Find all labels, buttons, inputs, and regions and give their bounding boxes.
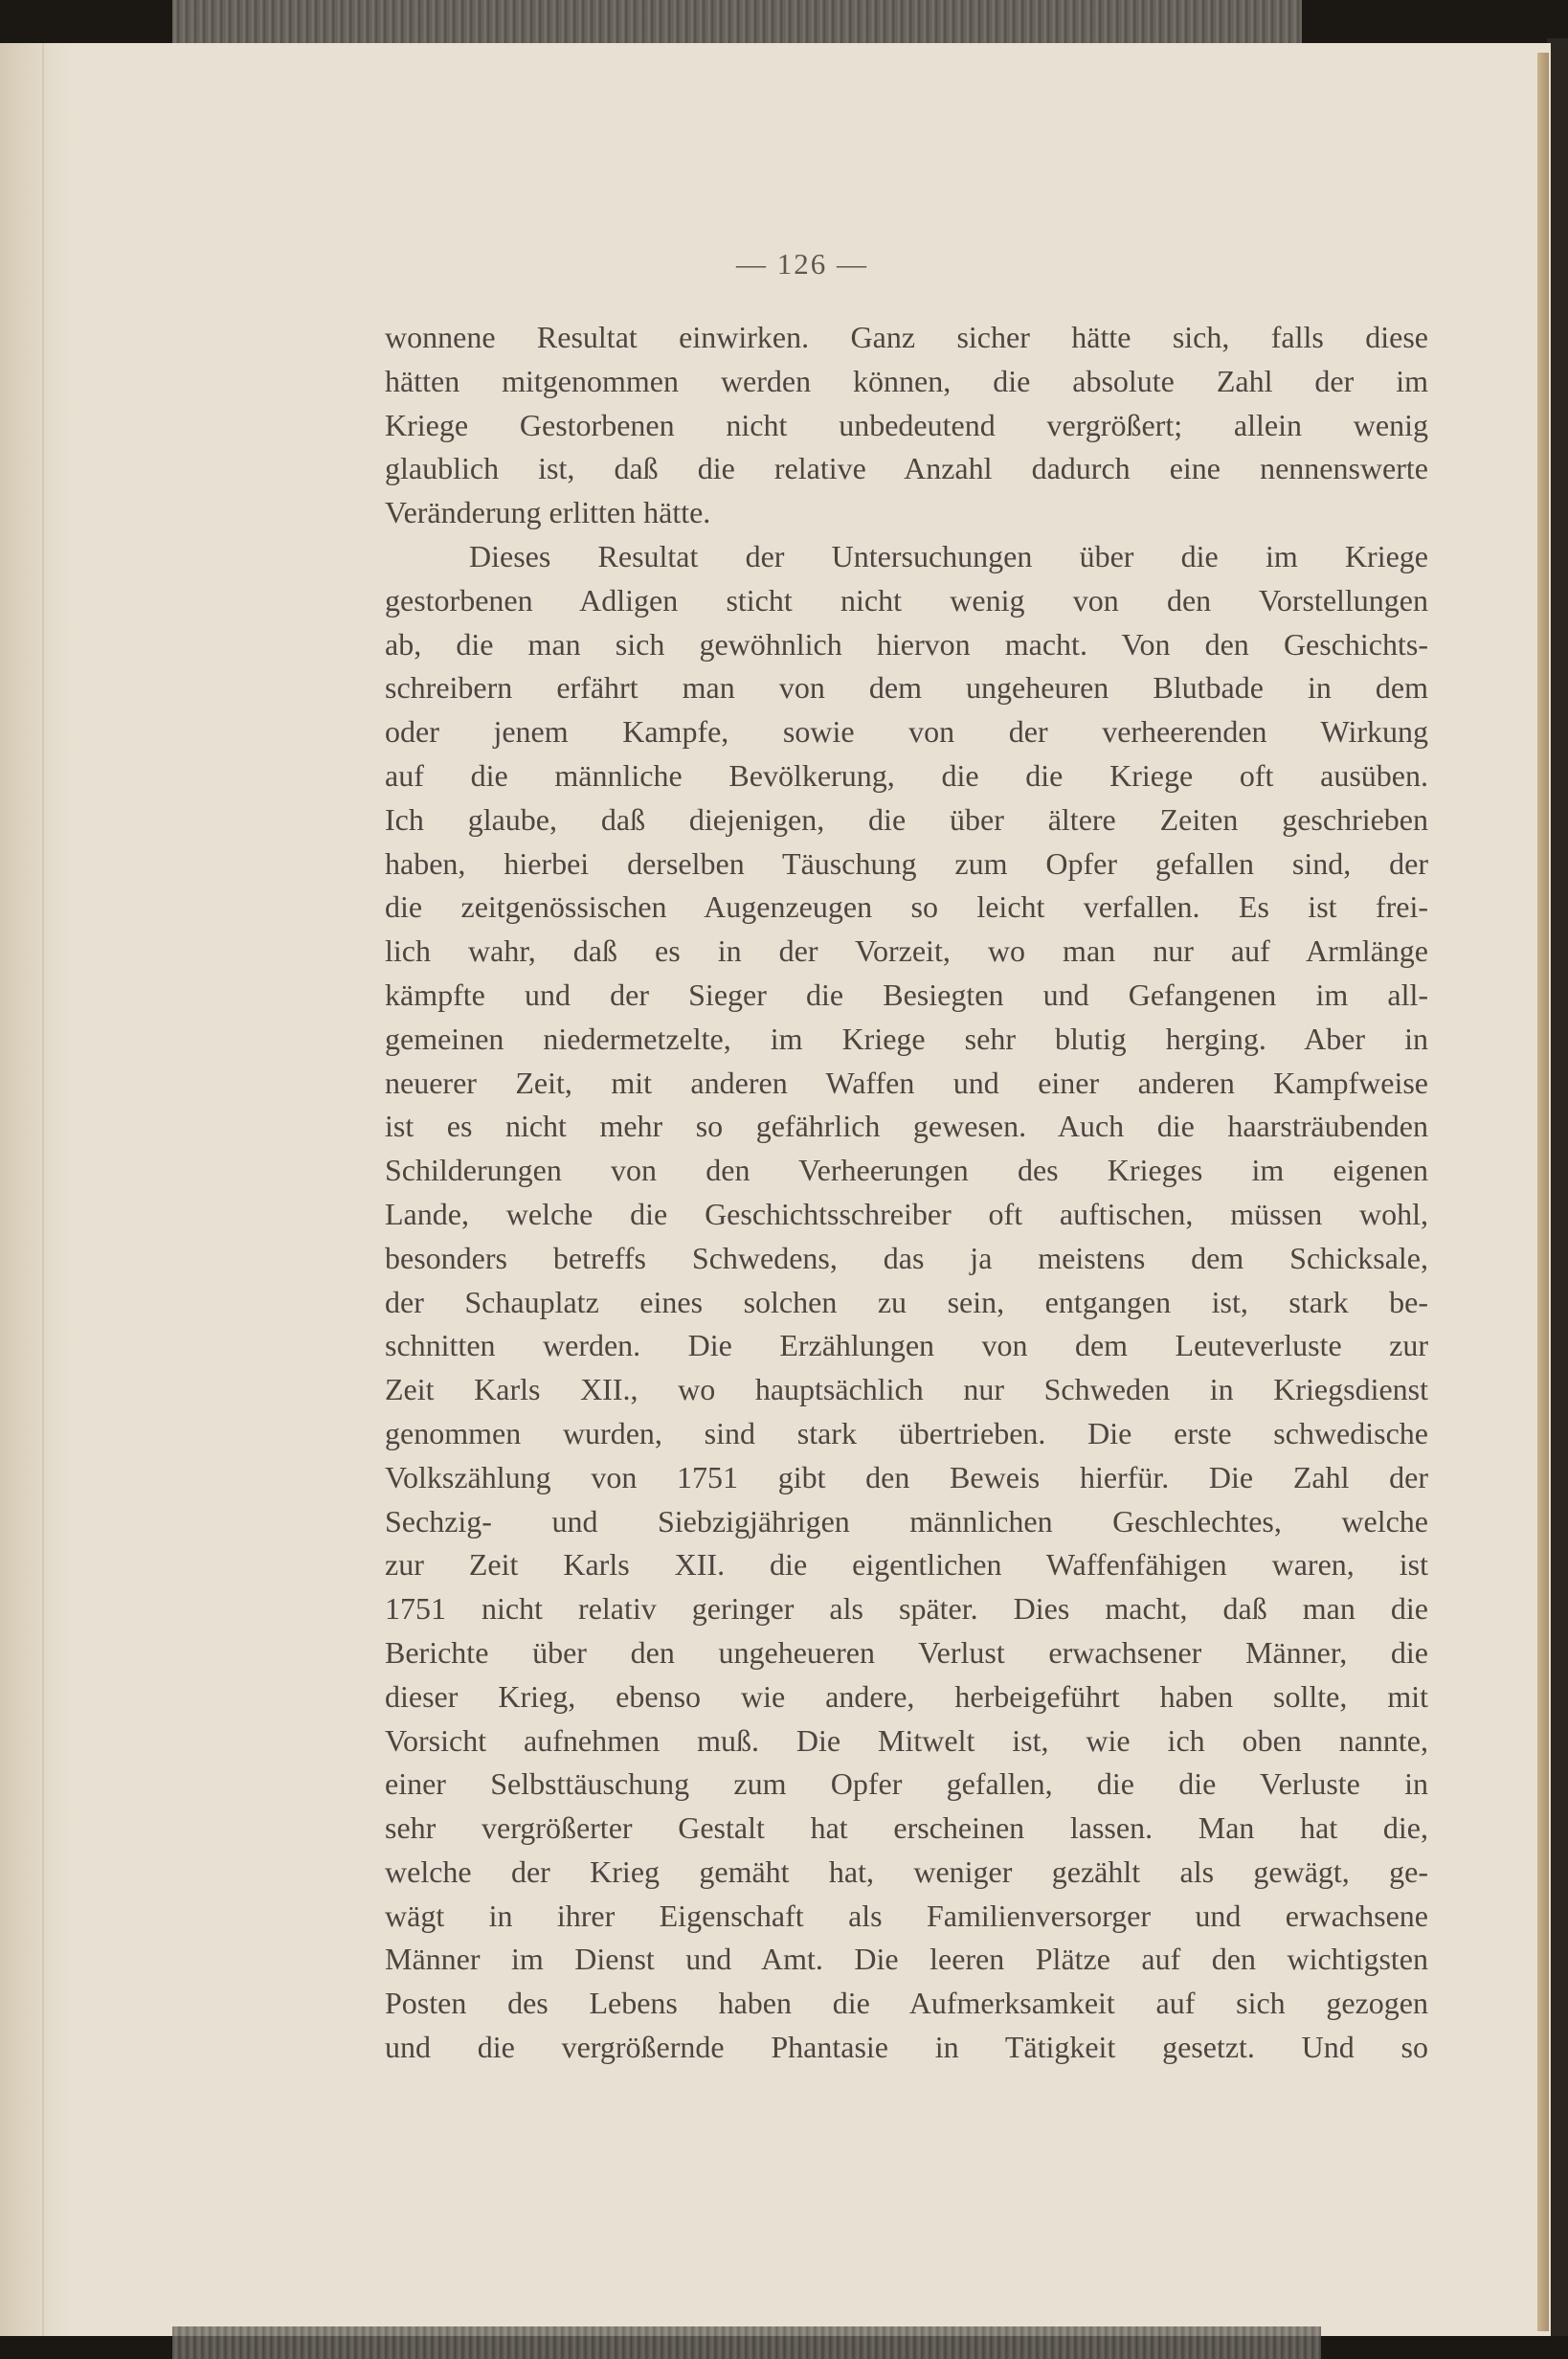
- page-number-label: — 126 —: [736, 247, 868, 281]
- text-line: neuerer Zeit, mit anderen Waffen und einer anderen Kampfweise: [385, 1065, 1428, 1100]
- text-line: dieser Krieg, ebenso wie andere, herbeigeführt haben sollte, mit: [385, 1678, 1428, 1714]
- text-line: Sechzig- und Siebzigjährigen männlichen Geschlechtes, welche: [385, 1503, 1428, 1539]
- text-line: einer Selbsttäuschung zum Opfer gefallen, die die Verluste in: [385, 1766, 1428, 1802]
- text-line: und die vergrößernde Phantasie in Tätigkeit gesetzt. Und so: [385, 2030, 1428, 2065]
- text-line: 1751 nicht relativ geringer als später. Dies macht, daß man die: [385, 1591, 1428, 1627]
- text-line: Männer im Dienst und Amt. Die leeren Plätze auf den wichtigsten: [385, 1942, 1428, 1977]
- text-line: lich wahr, daß es in der Vorzeit, wo man nur auf Armlänge: [385, 933, 1428, 969]
- page-block-edge: [1537, 53, 1549, 2331]
- text-line: haben, hierbei derselben Täuschung zum Opfer gefallen sind, der: [385, 845, 1428, 881]
- text-line: wonnene Resultat einwirken. Ganz sicher hätte sich, falls diese: [385, 320, 1428, 354]
- text-line: gemeinen niedermetzelte, im Kriege sehr blutig herging. Aber in: [385, 1021, 1428, 1056]
- text-line: ist es nicht mehr so gefährlich gewesen. Auch die haarsträubenden: [385, 1109, 1428, 1144]
- text-line: Posten des Lebens haben die Aufmerksamkeit auf sich gezogen: [385, 1986, 1428, 2021]
- text-line: Ich glaube, daß diejenigen, die über ältere Zeiten geschrieben: [385, 801, 1428, 837]
- text-line: hätten mitgenommen werden können, die absolute Zahl der im: [385, 363, 1428, 398]
- body-text: [385, 316, 1428, 2070]
- page-spine-shadow: [0, 43, 75, 2336]
- scan-bottom-edge: [172, 2326, 1321, 2359]
- page-gutter: [42, 43, 44, 2336]
- text-line: Volkszählung von 1751 gibt den Beweis hierfür. Die Zahl der: [385, 1459, 1428, 1494]
- text-line: der Schauplatz eines solchen zu sein, entgangen ist, stark be-: [385, 1284, 1428, 1319]
- text-line: glaublich ist, daß die relative Anzahl dadurch eine nennenswerte: [385, 451, 1428, 486]
- text-line: Kriege Gestorbenen nicht unbedeutend vergrößert; allein wenig: [385, 407, 1428, 442]
- text-line: Vorsicht aufnehmen muß. Die Mitwelt ist, wie ich oben nannte,: [385, 1722, 1428, 1758]
- text-line: die zeitgenössischen Augenzeugen so leicht verfallen. Es ist frei-: [385, 889, 1428, 925]
- text-line: oder jenem Kampfe, sowie von der verheerenden Wirkung: [385, 714, 1428, 750]
- text-line: schreibern erfährt man von dem ungeheuren Blutbade in dem: [385, 670, 1428, 706]
- text-line: Veränderung erlitten hätte.: [385, 495, 711, 530]
- text-line: ab, die man sich gewöhnlich hiervon macht. Von den Geschichts-: [385, 626, 1428, 662]
- text-line: Lande, welche die Geschichtsschreiber oft auftischen, müssen wohl,: [385, 1196, 1428, 1231]
- text-line: welche der Krieg gemäht hat, weniger gezählt als gewägt, ge-: [385, 1854, 1428, 1889]
- text-line: schnitten werden. Die Erzählungen von dem Leuteverluste zur: [385, 1328, 1428, 1363]
- text-line: zur Zeit Karls XII. die eigentlichen Waffenfähigen waren, ist: [385, 1547, 1428, 1583]
- text-line: besonders betreffs Schwedens, das ja meistens dem Schicksale,: [385, 1240, 1428, 1275]
- text-line: wägt in ihrer Eigenschaft als Familienversorger und erwachsene: [385, 1898, 1428, 1933]
- text-line: kämpfte und der Sieger die Besiegten und Gefangenen im all-: [385, 977, 1428, 1012]
- text-line: Zeit Karls XII., wo hauptsächlich nur Schweden in Kriegsdienst: [385, 1372, 1428, 1407]
- text-line: genommen wurden, sind stark übertrieben. Die erste schwedische: [385, 1415, 1428, 1450]
- text-line: Berichte über den ungeheueren Verlust erwachsener Männer, die: [385, 1634, 1428, 1670]
- text-line: gestorbenen Adligen sticht nicht wenig von den Vorstellungen: [385, 582, 1428, 618]
- page-number: [0, 247, 1568, 281]
- text-line: Schilderungen von den Verheerungen des Krieges im eigenen: [385, 1153, 1428, 1188]
- text-line: auf die männliche Bevölkerung, die die Kriege oft ausüben.: [385, 757, 1428, 793]
- text-line: sehr vergrößerter Gestalt hat erscheinen lassen. Man hat die,: [385, 1810, 1428, 1846]
- text-line: Dieses Resultat der Untersuchungen über die im Kriege: [469, 538, 1428, 573]
